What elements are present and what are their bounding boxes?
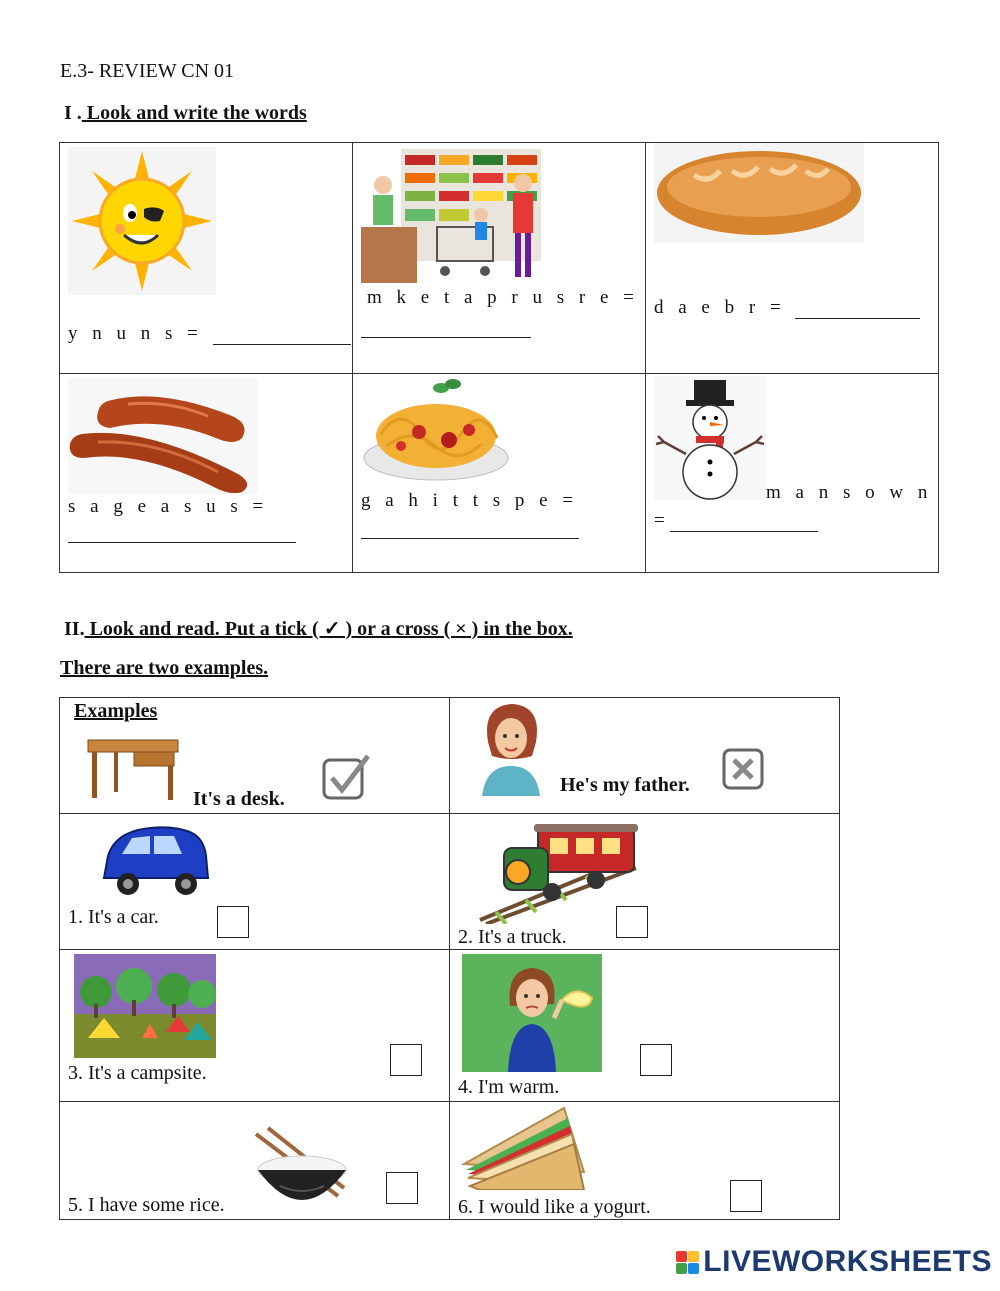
answer-box-6[interactable] xyxy=(730,1180,762,1212)
tick-icon: ✓ xyxy=(323,618,341,640)
item-cell-6 xyxy=(450,1102,840,1220)
cell-sausage xyxy=(60,374,353,573)
cell-bread xyxy=(646,143,939,374)
item-sentence-5: 5. I have some rice. xyxy=(68,1194,225,1216)
logo-grid-icon xyxy=(676,1251,699,1274)
spaghetti-icon xyxy=(361,374,511,486)
sausage-icon xyxy=(68,378,258,494)
item-sentence-3: 3. It's a campsite. xyxy=(68,1062,207,1084)
answer-blank-1[interactable] xyxy=(213,326,351,345)
example-cell-1 xyxy=(60,698,450,814)
scrambled-word-3: d a e b r = xyxy=(654,297,920,319)
item-cell-4 xyxy=(450,950,840,1102)
sandwich-icon xyxy=(460,1104,588,1190)
campsite-icon xyxy=(74,954,216,1058)
bread-icon xyxy=(654,143,864,243)
scrambled-word-4: s a g e a s u s = xyxy=(68,496,269,517)
item-sentence-6: 6. I would like a yogurt. xyxy=(458,1196,651,1218)
answer-blank-6[interactable] xyxy=(670,513,818,532)
answer-box-5[interactable] xyxy=(386,1172,418,1204)
example-sentence-2: He's my father. xyxy=(560,774,690,796)
cell-sun xyxy=(60,143,353,374)
woman-icon xyxy=(478,702,544,796)
answer-box-1[interactable] xyxy=(217,906,249,938)
answer-blank-3[interactable] xyxy=(795,300,920,319)
answer-box-4[interactable] xyxy=(640,1044,672,1076)
example-sentence-1: It's a desk. xyxy=(193,788,285,810)
liveworksheets-logo[interactable]: LIVEWORKSHEETS xyxy=(676,1245,992,1279)
answer-box-2[interactable] xyxy=(616,906,648,938)
warm-girl-icon xyxy=(462,954,602,1072)
desk-icon xyxy=(84,730,184,804)
checked-box-icon xyxy=(322,754,372,802)
crossed-box-icon xyxy=(722,748,764,790)
example-cell-2 xyxy=(450,698,840,814)
worksheet-title: E.3- REVIEW CN 01 xyxy=(60,60,235,82)
item-cell-1 xyxy=(60,814,450,950)
word-table xyxy=(59,142,939,573)
car-icon xyxy=(98,822,210,900)
cell-spaghetti xyxy=(353,374,646,573)
examples-label: Examples xyxy=(74,700,158,722)
rice-bowl-icon xyxy=(250,1126,356,1210)
item-cell-3 xyxy=(60,950,450,1102)
scrambled-word-6-answer: = xyxy=(654,510,818,532)
item-sentence-2: 2. It's a truck. xyxy=(458,926,567,948)
cell-snowman xyxy=(646,374,939,573)
sun-icon xyxy=(68,147,216,295)
section1-heading: I . Look and write the words xyxy=(64,102,307,124)
item-cell-2 xyxy=(450,814,840,950)
answer-box-3[interactable] xyxy=(390,1044,422,1076)
item-sentence-4: 4. I'm warm. xyxy=(458,1076,560,1098)
snowman-icon xyxy=(654,376,766,500)
answer-blank-2[interactable] xyxy=(361,319,531,338)
item-sentence-1: 1. It's a car. xyxy=(68,906,159,928)
supermarket-icon xyxy=(361,147,549,285)
scrambled-word-1: y n u n s = xyxy=(68,323,351,345)
answer-blank-4[interactable] xyxy=(68,524,296,543)
section2-subtitle: There are two examples. xyxy=(60,657,269,679)
answer-blank-5[interactable] xyxy=(361,520,579,539)
scrambled-word-2: m k e t a p r u s r e = xyxy=(367,287,639,308)
scrambled-word-5: g a h i t t s p e = xyxy=(361,490,579,511)
cross-icon: × xyxy=(455,618,467,640)
scrambled-word-6: m a n s o w n xyxy=(766,482,933,503)
tick-cross-table xyxy=(59,697,840,1220)
cell-supermarket xyxy=(353,143,646,374)
section2-heading: II. Look and read. Put a tick ( ✓ ) or a cross ( × ) in the box. xyxy=(64,618,573,640)
item-cell-5 xyxy=(60,1102,450,1220)
